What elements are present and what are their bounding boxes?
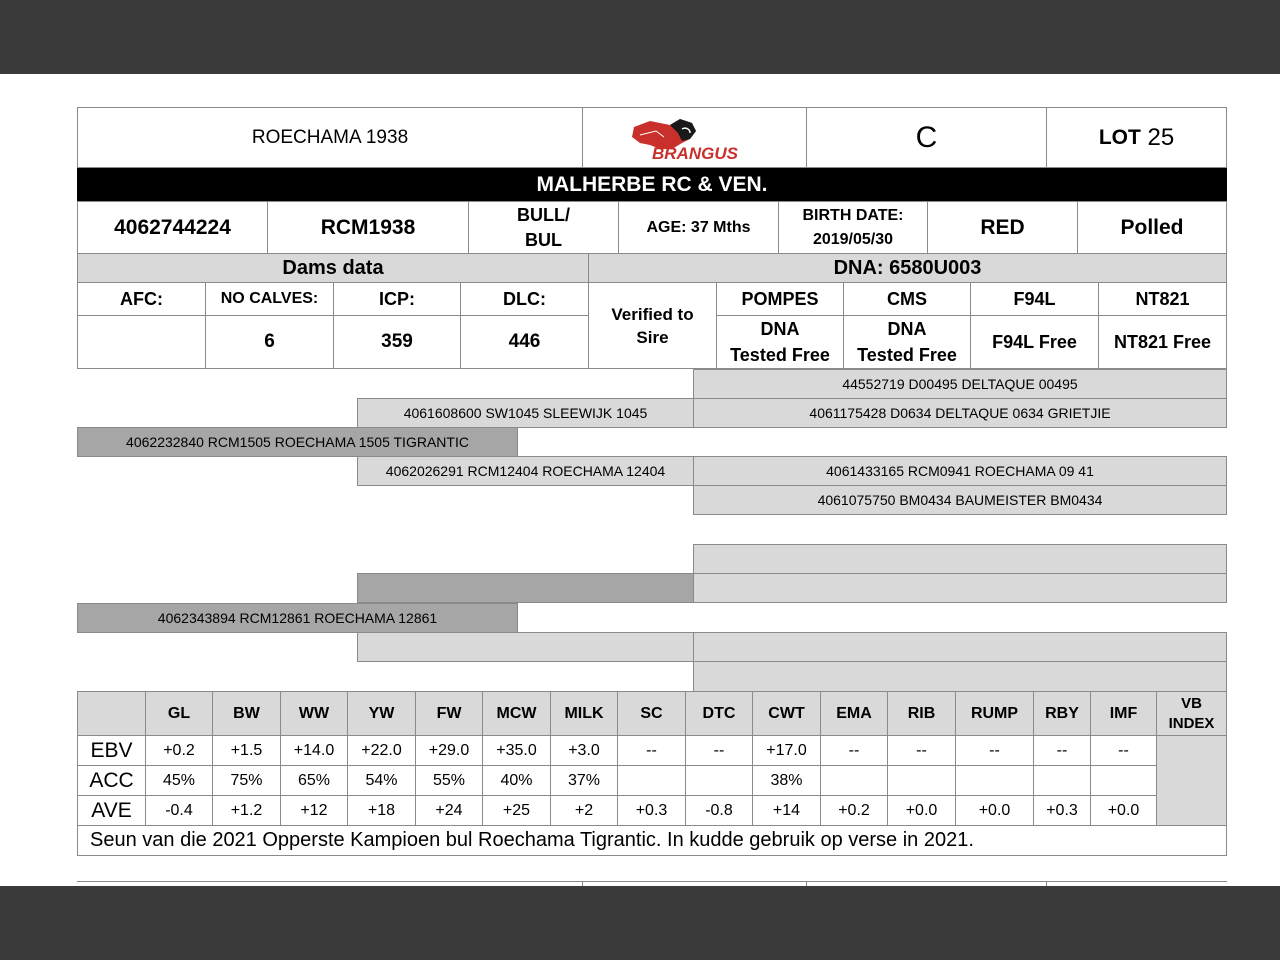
ebv-cell-ebv-bw: +1.5 xyxy=(212,735,281,766)
top-dark-bar xyxy=(0,0,1280,74)
sex-line2: BUL xyxy=(525,229,562,250)
ebv-header-yw: YW xyxy=(347,691,416,736)
pedigree-sire-sire: 4061608600 SW1045 SLEEWIJK 1045 xyxy=(357,398,694,428)
ebv-cell-ebv-ema: -- xyxy=(820,735,888,766)
lot-label: LOT xyxy=(1098,125,1141,149)
ebv-cell-ebv-mcw: +35.0 xyxy=(482,735,551,766)
birth-label: BIRTH DATE: xyxy=(802,206,904,224)
ebv-header-rib: RIB xyxy=(887,691,956,736)
ebv-cell-ebv-fw: +29.0 xyxy=(415,735,483,766)
lot xyxy=(1046,107,1227,168)
calves-label: NO CALVES: xyxy=(205,282,334,316)
ebv-cell-acc-rby xyxy=(1033,765,1091,796)
ebv-table xyxy=(77,691,1227,826)
ebv-cell-ave-ema: +0.2 xyxy=(820,795,888,826)
ebv-header-mcw: MCW xyxy=(482,691,551,736)
ebv-header-imf: IMF xyxy=(1090,691,1157,736)
ebv-header-ww: WW xyxy=(280,691,348,736)
ebv-cell-acc-cwt: 38% xyxy=(752,765,821,796)
dna-title: DNA: 6580U003 xyxy=(588,253,1227,283)
ebv-cell-ebv-rump: -- xyxy=(955,735,1034,766)
vb-line2: INDEX xyxy=(1168,714,1215,732)
pedigree-dam-dam xyxy=(357,632,694,662)
dna-test-nt821-label: NT821 xyxy=(1098,282,1227,316)
ebv-cell-acc-gl: 45% xyxy=(145,765,213,796)
cms-line2: Tested Free xyxy=(857,345,957,365)
pedigree-dam: 4062343894 RCM12861 ROECHAMA 12861 xyxy=(77,603,518,633)
vb-index-header xyxy=(1156,691,1227,736)
ebv-cell-ebv-yw: +22.0 xyxy=(347,735,416,766)
ebv-cell-ave-mcw: +25 xyxy=(482,795,551,826)
ebv-header-ema: EMA xyxy=(820,691,888,736)
dlc-label: DLC: xyxy=(460,282,589,316)
dna-test-f94l-result: F94L Free xyxy=(970,315,1099,369)
dna-test-nt821-result: NT821 Free xyxy=(1098,315,1227,369)
pedigree-sire-sire-sire: 44552719 D00495 DELTAQUE 00495 xyxy=(693,369,1227,399)
icp-label: ICP: xyxy=(333,282,461,316)
dna-test-pompes-result xyxy=(716,315,844,369)
ebv-cell-ebv-sc: -- xyxy=(617,735,686,766)
ebv-cell-ave-yw: +18 xyxy=(347,795,416,826)
ebv-cell-acc-ww: 65% xyxy=(280,765,348,796)
vb-line1: VB xyxy=(1181,694,1202,712)
ebv-cell-acc-sc xyxy=(617,765,686,796)
ebv-cell-ebv-rib: -- xyxy=(887,735,956,766)
ebv-header-sc: SC xyxy=(617,691,686,736)
birth-date: 2019/05/30 xyxy=(812,230,894,248)
dna-verified: Verified to Sire xyxy=(588,282,717,369)
ebv-cell-acc-bw: 75% xyxy=(212,765,281,796)
ebv-cell-acc-milk: 37% xyxy=(550,765,618,796)
calves-value: 6 xyxy=(205,315,334,369)
ebv-row-label-acc: ACC xyxy=(77,765,146,796)
ebv-cell-ebv-milk: +3.0 xyxy=(550,735,618,766)
animal-reg: RCM1938 xyxy=(267,201,469,254)
pedigree-dam-sire-dam xyxy=(693,573,1227,603)
ebv-cell-acc-yw: 54% xyxy=(347,765,416,796)
lot-card xyxy=(0,74,1280,886)
ebv-cell-acc-mcw: 40% xyxy=(482,765,551,796)
animal-horn: Polled xyxy=(1077,201,1227,254)
grade: C xyxy=(806,107,1047,168)
pedigree-sire-dam-dam: 4061075750 BM0434 BAUMEISTER BM0434 xyxy=(693,485,1227,515)
ebv-cell-ebv-gl: +0.2 xyxy=(145,735,213,766)
vb-index-value xyxy=(1156,735,1227,826)
pedigree-sire-dam: 4062026291 RCM12404 ROECHAMA 12404 xyxy=(357,456,694,486)
animal-birth xyxy=(778,201,928,254)
ebv-cell-ave-imf: +0.0 xyxy=(1090,795,1157,826)
ebv-cell-ave-rump: +0.0 xyxy=(955,795,1034,826)
ebv-cell-acc-rib xyxy=(887,765,956,796)
pedigree-sire-sire-dam: 4061175428 D0634 DELTAQUE 0634 GRIETJIE xyxy=(693,398,1227,428)
ebv-cell-ave-sc: +0.3 xyxy=(617,795,686,826)
bottom-dark-bar xyxy=(0,886,1280,960)
pedigree-dam-sire xyxy=(357,573,694,603)
ebv-cell-ave-dtc: -0.8 xyxy=(685,795,753,826)
pedigree-sire: 4062232840 RCM1505 ROECHAMA 1505 TIGRANTIC xyxy=(77,427,518,457)
ebv-cell-ave-rib: +0.0 xyxy=(887,795,956,826)
brangus-logo xyxy=(582,107,807,168)
dna-test-cms-label: CMS xyxy=(843,282,971,316)
ebv-cell-acc-dtc xyxy=(685,765,753,796)
ebv-header-dtc: DTC xyxy=(685,691,753,736)
herd-name: ROECHAMA 1938 xyxy=(77,107,583,168)
ebv-cell-ebv-imf: -- xyxy=(1090,735,1157,766)
icp-value: 359 xyxy=(333,315,461,369)
comment: Seun van die 2021 Opperste Kampioen bul Roechama Tigrantic. In kudde gebruik op verse in 2021. xyxy=(77,825,1227,856)
pedigree-dam-sire-sire xyxy=(693,544,1227,574)
ebv-header-rby: RBY xyxy=(1033,691,1091,736)
ebv-cell-ave-gl: -0.4 xyxy=(145,795,213,826)
ebv-cell-ave-rby: +0.3 xyxy=(1033,795,1091,826)
animal-age: AGE: 37 Mths xyxy=(618,201,779,254)
ebv-cell-acc-rump xyxy=(955,765,1034,796)
afc-label: AFC: xyxy=(77,282,206,316)
ebv-header-rump: RUMP xyxy=(955,691,1034,736)
ebv-header-milk: MILK xyxy=(550,691,618,736)
pompes-line1: DNA xyxy=(760,319,800,339)
animal-sex xyxy=(468,201,619,254)
animal-colour: RED xyxy=(927,201,1078,254)
ebv-cell-ave-bw: +1.2 xyxy=(212,795,281,826)
dams-title: Dams data xyxy=(77,253,589,283)
ebv-cell-ebv-dtc: -- xyxy=(685,735,753,766)
ebv-cell-ave-milk: +2 xyxy=(550,795,618,826)
pompes-line2: Tested Free xyxy=(730,345,830,365)
ebv-header-cwt: CWT xyxy=(752,691,821,736)
ebv-header-fw: FW xyxy=(415,691,483,736)
brangus-bull-logo-icon xyxy=(620,113,770,163)
ebv-cell-ebv-ww: +14.0 xyxy=(280,735,348,766)
svg-text:BRANGUS: BRANGUS xyxy=(651,143,738,163)
ebv-cell-ave-fw: +24 xyxy=(415,795,483,826)
ebv-row-label-ave: AVE xyxy=(77,795,146,826)
ebv-cell-acc-imf xyxy=(1090,765,1157,796)
pedigree-sire-dam-sire: 4061433165 RCM0941 ROECHAMA 09 41 xyxy=(693,456,1227,486)
ebv-cell-ave-ww: +12 xyxy=(280,795,348,826)
dlc-value: 446 xyxy=(460,315,589,369)
cms-line1: DNA xyxy=(887,319,927,339)
ebv-cell-ave-cwt: +14 xyxy=(752,795,821,826)
ebv-cell-ebv-rby: -- xyxy=(1033,735,1091,766)
ebv-row-label-ebv: EBV xyxy=(77,735,146,766)
pedigree-dam-dam-dam xyxy=(693,661,1227,692)
dna-test-f94l-label: F94L xyxy=(970,282,1099,316)
ebv-header-bw: BW xyxy=(212,691,281,736)
lot-number: 25 xyxy=(1147,123,1175,151)
ebv-cell-acc-ema xyxy=(820,765,888,796)
dna-test-cms-result xyxy=(843,315,971,369)
afc-value xyxy=(77,315,206,369)
sex-line1: BULL/ xyxy=(517,204,570,225)
owner-bar: MALHERBE RC & VEN. xyxy=(77,168,1227,201)
ebv-cell-ebv-cwt: +17.0 xyxy=(752,735,821,766)
ebv-header-gl: GL xyxy=(145,691,213,736)
ebv-cell-acc-fw: 55% xyxy=(415,765,483,796)
pedigree-dam-dam-sire xyxy=(693,632,1227,662)
animal-id: 4062744224 xyxy=(77,201,268,254)
dna-test-pompes-label: POMPES xyxy=(716,282,844,316)
ebv-header-corner xyxy=(77,691,146,736)
